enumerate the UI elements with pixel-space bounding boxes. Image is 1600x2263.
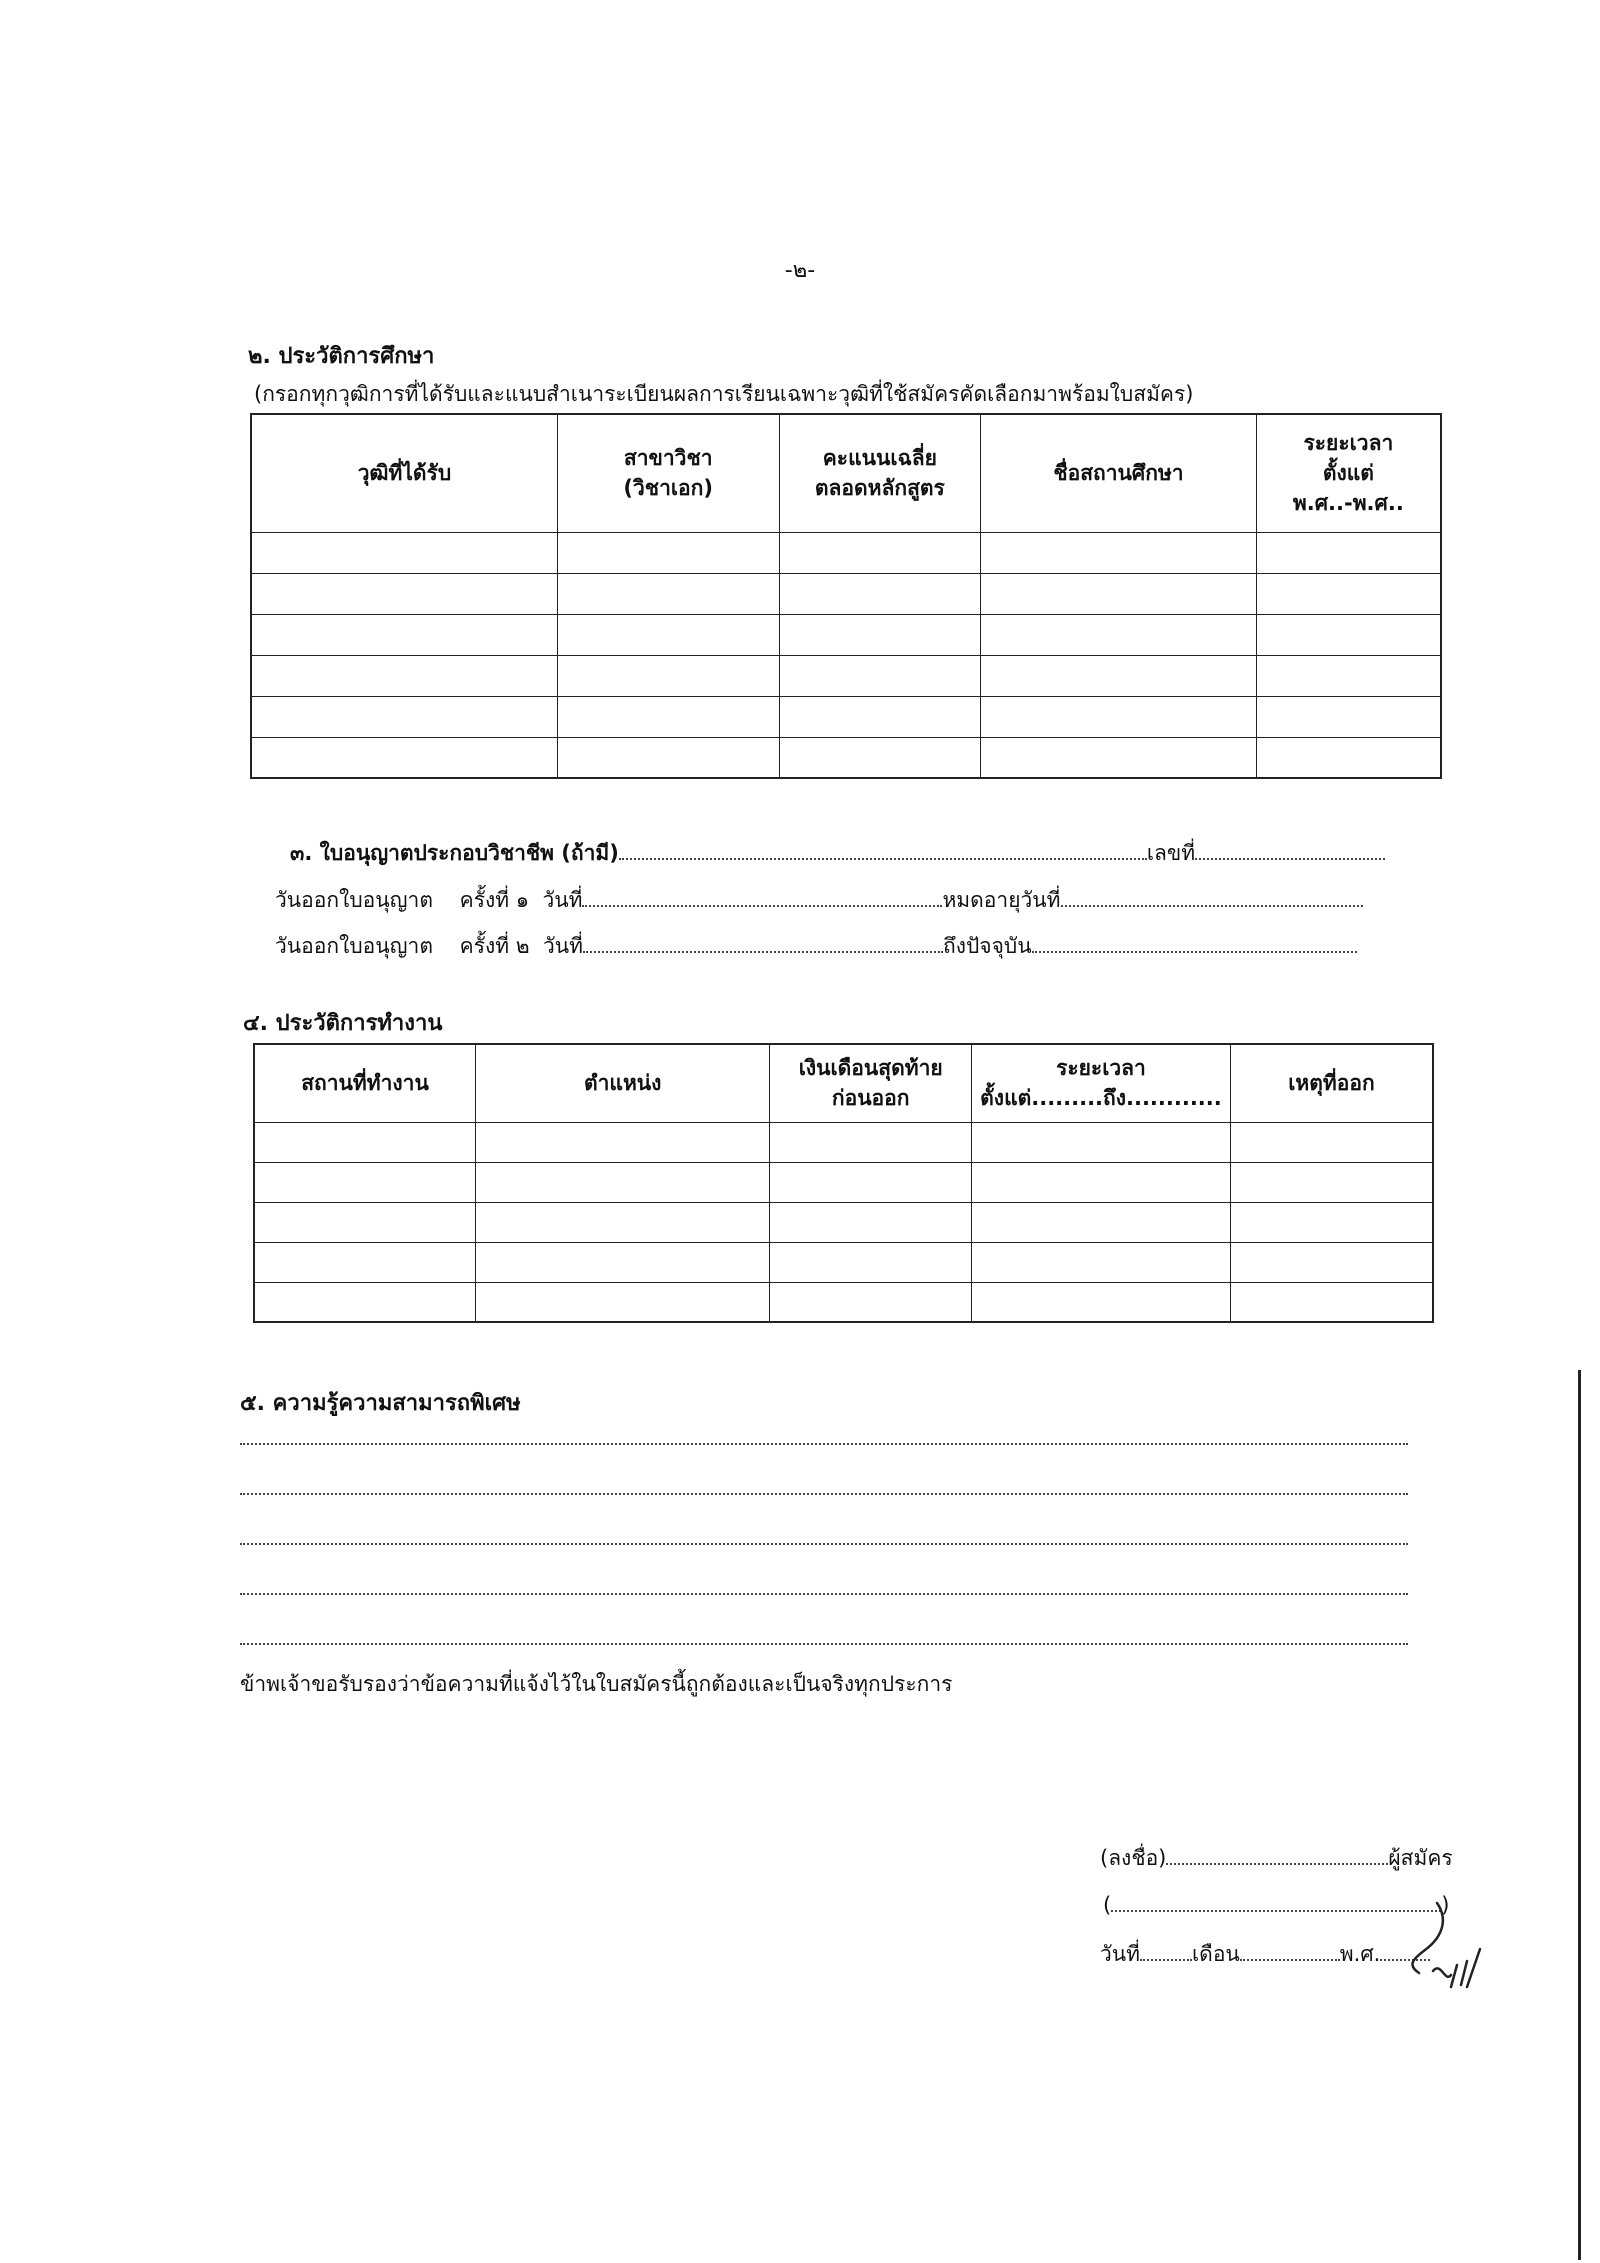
education-table-cell[interactable] (251, 737, 557, 778)
work-table-cell[interactable] (1230, 1282, 1433, 1322)
education-table-cell[interactable] (779, 614, 981, 655)
work-table-cell[interactable] (254, 1162, 476, 1202)
sign-date-label: วันที่ (1100, 1942, 1140, 1966)
work-table-cell[interactable] (476, 1162, 770, 1202)
license-date-label: วันที่ (542, 934, 583, 958)
license-heading: ๓. ใบอนุญาตประกอบวิชาชีพ (ถ้ามี) (290, 841, 619, 865)
work-table-cell[interactable] (476, 1282, 770, 1322)
work-table-cell[interactable] (1230, 1162, 1433, 1202)
education-table-row (251, 614, 1441, 655)
col-salary: เงินเดือนสุดท้าย ก่อนออก (770, 1044, 972, 1122)
work-table-cell[interactable] (1230, 1202, 1433, 1242)
applicant-label: ผู้สมัคร (1388, 1846, 1453, 1870)
license-expiry-field[interactable] (1061, 885, 1363, 907)
education-table-cell[interactable] (779, 655, 981, 696)
license-current-label: ถึงปัจจุบัน (942, 934, 1032, 958)
education-table-row (251, 532, 1441, 573)
page-number: -๒- (784, 258, 816, 283)
work-table-cell[interactable] (476, 1202, 770, 1242)
license-date-label: วันที่ (542, 888, 583, 912)
education-table-cell[interactable] (779, 573, 981, 614)
work-table-cell[interactable] (254, 1242, 476, 1282)
sign-year-label: พ.ศ. (1339, 1942, 1381, 1966)
work-table (253, 1043, 1434, 1323)
work-table-cell[interactable] (971, 1122, 1230, 1162)
license-line (290, 837, 1385, 870)
education-table-cell[interactable] (1256, 696, 1441, 737)
col-reason: เหตุที่ออก (1230, 1044, 1433, 1122)
education-table-cell[interactable] (557, 614, 779, 655)
license-number-field[interactable] (1195, 838, 1385, 860)
education-table-cell[interactable] (1256, 532, 1441, 573)
education-table-cell[interactable] (1256, 614, 1441, 655)
education-table-cell[interactable] (981, 737, 1257, 778)
education-table-cell[interactable] (981, 614, 1257, 655)
education-table-cell[interactable] (557, 532, 779, 573)
education-table-cell[interactable] (251, 614, 557, 655)
education-table-cell[interactable] (251, 696, 557, 737)
work-table-row (254, 1282, 1433, 1322)
col-gpa: คะแนนเฉลี่ย ตลอดหลักสูตร (779, 414, 981, 532)
education-table-cell[interactable] (557, 696, 779, 737)
education-table-cell[interactable] (251, 532, 557, 573)
education-table-cell[interactable] (981, 532, 1257, 573)
sign-date-line (1100, 1938, 1430, 1971)
license-expiry-label: หมดอายุวันที่ (942, 888, 1061, 912)
sign-day-field[interactable] (1140, 1939, 1192, 1961)
work-table-cell[interactable] (476, 1242, 770, 1282)
license-number-label: เลขที่ (1146, 841, 1196, 865)
col-major: สาขาวิชา (วิชาเอก) (557, 414, 779, 532)
work-table-cell[interactable] (254, 1122, 476, 1162)
col-workplace: สถานที่ทำงาน (254, 1044, 476, 1122)
skills-line[interactable] (240, 1593, 1408, 1595)
skills-line[interactable] (240, 1493, 1408, 1495)
sign-label: (ลงชื่อ) (1100, 1846, 1167, 1870)
education-table-cell[interactable] (779, 696, 981, 737)
skills-line[interactable] (240, 1543, 1408, 1545)
education-table-cell[interactable] (779, 737, 981, 778)
education-table-row (251, 737, 1441, 778)
work-table-cell[interactable] (1230, 1242, 1433, 1282)
work-table-cell[interactable] (971, 1282, 1230, 1322)
work-heading: ๔. ประวัติการทำงาน (243, 1011, 443, 1036)
license-issue-2-line (275, 930, 1357, 963)
skills-line[interactable] (240, 1643, 1408, 1645)
education-table-row (251, 655, 1441, 696)
work-table-cell[interactable] (254, 1202, 476, 1242)
certification-text: ข้าพเจ้าขอรับรองว่าข้อความที่แจ้งไว้ในใบสมัครนี้ถูกต้องและเป็นจริงทุกประการ (240, 1672, 953, 1696)
education-heading: ๒. ประวัติการศึกษา (248, 344, 435, 369)
work-table-cell[interactable] (770, 1162, 972, 1202)
license-issue-label: วันออกใบอนุญาต (275, 934, 433, 958)
work-table-cell[interactable] (770, 1202, 972, 1242)
education-table-cell[interactable] (1256, 573, 1441, 614)
work-table-row (254, 1162, 1433, 1202)
license-time-2: ครั้งที่ ๒ (459, 934, 530, 958)
education-table-cell[interactable] (981, 655, 1257, 696)
education-table-cell[interactable] (251, 655, 557, 696)
education-table-cell[interactable] (779, 532, 981, 573)
education-table-cell[interactable] (981, 696, 1257, 737)
license-time-1: ครั้งที่ ๑ (459, 888, 530, 912)
work-table-row (254, 1202, 1433, 1242)
education-table-cell[interactable] (1256, 655, 1441, 696)
open-paren: ( (1103, 1893, 1112, 1917)
education-header-row (251, 414, 1441, 532)
work-table-cell[interactable] (476, 1122, 770, 1162)
license-issue-label: วันออกใบอนุญาต (275, 888, 433, 912)
education-table-row (251, 696, 1441, 737)
license-issue-2-date-field[interactable] (583, 931, 943, 953)
signature-line (1100, 1842, 1453, 1875)
work-table-cell[interactable] (971, 1162, 1230, 1202)
education-table (250, 413, 1442, 779)
work-table-cell[interactable] (770, 1122, 972, 1162)
work-table-row (254, 1122, 1433, 1162)
education-table-cell[interactable] (981, 573, 1257, 614)
work-table-cell[interactable] (971, 1242, 1230, 1282)
sign-month-field[interactable] (1240, 1939, 1340, 1961)
education-table-cell[interactable] (557, 737, 779, 778)
handwritten-initials (1385, 1895, 1495, 2005)
col-period: ระยะเวลา ตั้งแต่ พ.ศ..-พ.ศ.. (1256, 414, 1441, 532)
license-issue-1-line (275, 884, 1363, 917)
page-edge-line (1578, 1370, 1581, 2260)
work-header-row (254, 1044, 1433, 1122)
sign-month-label: เดือน (1192, 1942, 1240, 1966)
education-note: (กรอกทุกวุฒิการที่ได้รับและแนบสำเนาระเบียนผลการเรียนเฉพาะวุฒิที่ใช้สมัครคัดเลือกมาพร้อมใบสมัคร) (254, 382, 1194, 406)
col-degree: วุฒิที่ได้รับ (251, 414, 557, 532)
work-table-row (254, 1242, 1433, 1282)
col-position: ตำแหน่ง (476, 1044, 770, 1122)
col-institution: ชื่อสถานศึกษา (981, 414, 1257, 532)
close-paren: ) (1441, 1893, 1450, 1917)
work-table-cell[interactable] (254, 1282, 476, 1322)
education-table-cell[interactable] (1256, 737, 1441, 778)
signature-field[interactable] (1166, 1843, 1388, 1865)
work-table-cell[interactable] (1230, 1122, 1433, 1162)
education-table-cell[interactable] (557, 573, 779, 614)
work-table-cell[interactable] (971, 1202, 1230, 1242)
col-work-period: ระยะเวลา ตั้งแต่.........ถึง............ (971, 1044, 1230, 1122)
education-table-cell[interactable] (251, 573, 557, 614)
license-current-field[interactable] (1032, 931, 1357, 953)
license-name-field[interactable] (619, 838, 1147, 860)
license-issue-1-date-field[interactable] (582, 885, 942, 907)
work-table-cell[interactable] (770, 1282, 972, 1322)
skills-heading: ๕. ความรู้ความสามารถพิเศษ (240, 1391, 521, 1416)
skills-line[interactable] (240, 1443, 1408, 1445)
work-table-cell[interactable] (770, 1242, 972, 1282)
education-table-row (251, 573, 1441, 614)
education-table-cell[interactable] (557, 655, 779, 696)
